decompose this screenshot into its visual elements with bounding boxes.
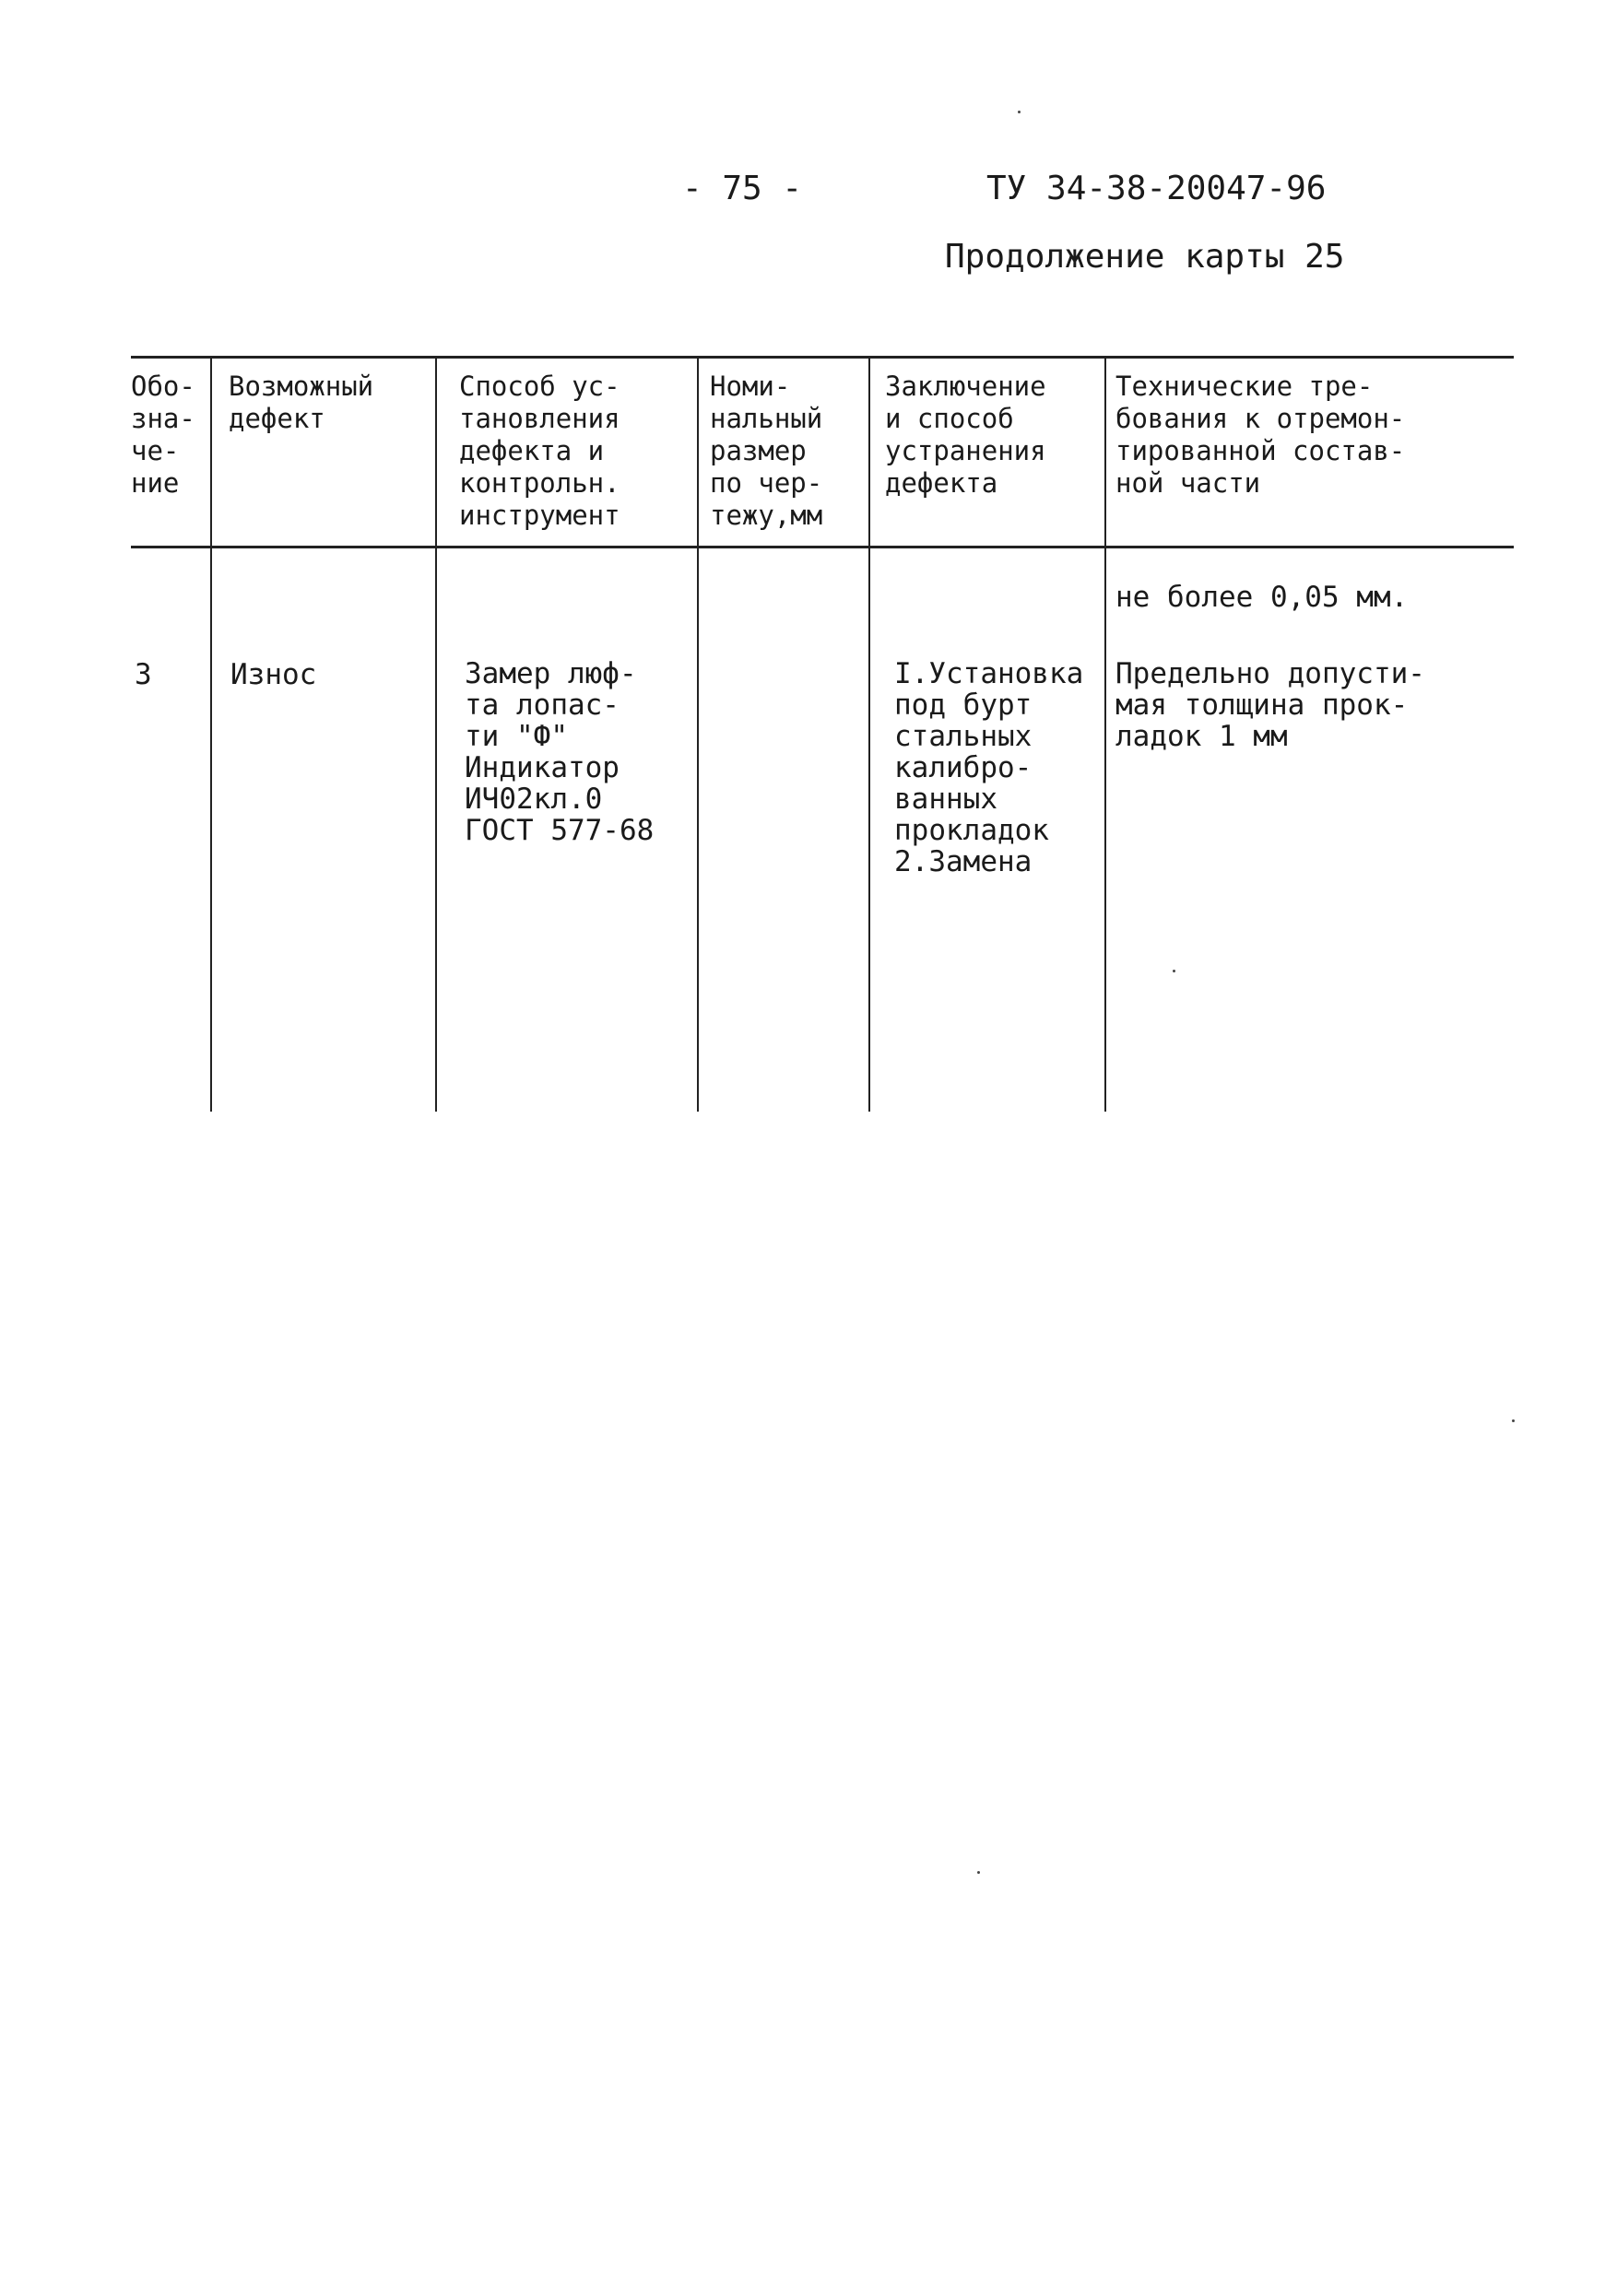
column-divider <box>210 356 212 1112</box>
column-header-defect: Возможный дефект <box>229 371 374 434</box>
carryover-requirements: не более 0,05 мм. <box>1115 581 1409 614</box>
column-header-conclusion: Заключение и способ устранения дефекта <box>885 371 1046 499</box>
defect-table <box>131 356 1514 1112</box>
column-header-method: Способ ус- тановления дефекта и контрольн. инструмент <box>459 371 620 531</box>
row-requirements: Предельно допусти- мая толщина прок- ладок 1 мм <box>1115 657 1425 753</box>
scan-speck <box>1018 111 1021 113</box>
scan-speck <box>1512 1419 1515 1422</box>
row-designation: 3 <box>135 658 152 691</box>
column-header-nominal-size: Номи- нальный размер по чер- тежу,мм <box>710 371 823 531</box>
scan-speck <box>1173 970 1175 972</box>
column-divider <box>868 356 870 1112</box>
row-conclusion: I.Установка под бурт стальных калибро- ванных прокладок 2.Замена <box>894 657 1084 878</box>
column-divider <box>1104 356 1106 1112</box>
page-number: - 75 - <box>682 170 803 207</box>
scan-speck <box>977 1871 980 1874</box>
row-method: Замер люф- та лопас- ти "Ф" Индикатор ИЧ02кл.0 ГОСТ 577-68 <box>465 657 655 847</box>
header-bottom-rule <box>131 546 1514 548</box>
column-header-designation: Обо- зна- че- ние <box>131 371 195 499</box>
column-header-requirements: Технические тре- бования к отремон- тированной состав- ной части <box>1115 371 1406 499</box>
continuation-title: Продолжение карты 25 <box>945 238 1345 276</box>
document-code: ТУ 34-38-20047-96 <box>986 170 1327 207</box>
column-divider <box>435 356 437 1112</box>
row-defect: Износ <box>230 658 317 691</box>
column-divider <box>697 356 699 1112</box>
table-top-rule <box>131 356 1514 359</box>
